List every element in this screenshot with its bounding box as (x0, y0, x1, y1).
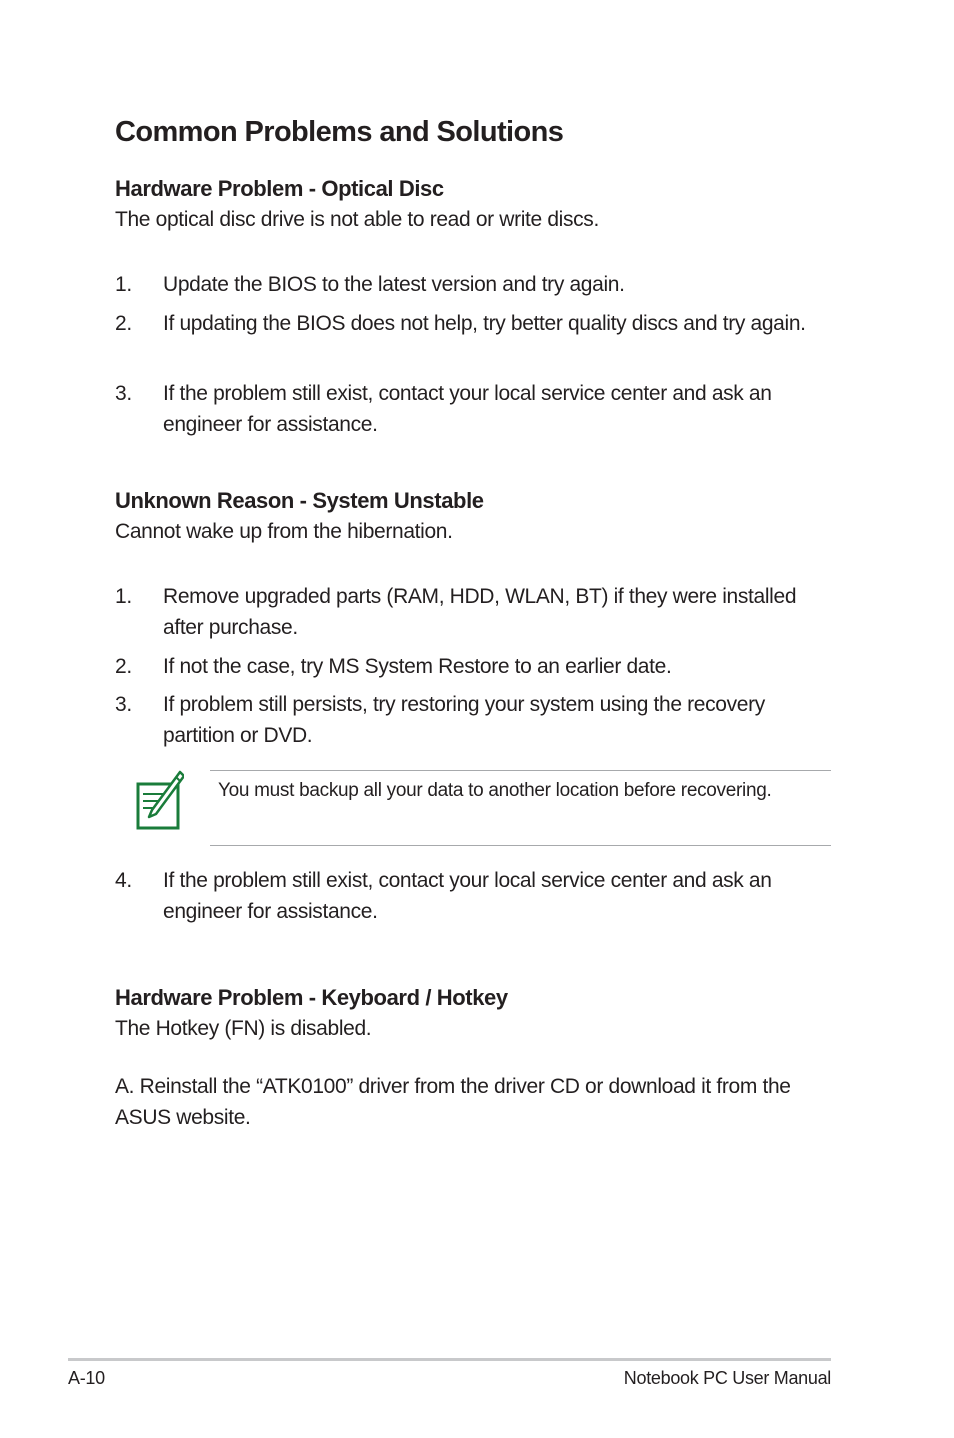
page-number: A-10 (68, 1368, 105, 1388)
note-pencil-icon (134, 770, 184, 832)
list-item-number: 2. (115, 655, 132, 678)
section-heading-system-unstable: Unknown Reason - System Unstable (115, 488, 484, 513)
note-top-divider (210, 770, 831, 771)
list-item-text: If the problem still exist, contact your local service center and ask an engineer for assistance. (163, 869, 772, 923)
list-item-number: 3. (115, 693, 132, 716)
list-item-text: If not the case, try MS System Restore to an earlier date. (163, 655, 672, 678)
list-item-text: Remove upgraded parts (RAM, HDD, WLAN, BT) if they were installed after purchase. (163, 585, 797, 639)
note-bottom-divider (210, 845, 831, 846)
solution-paragraph: A. Reinstall the “ATK0100” driver from the driver CD or download it from the ASUS website. (115, 1075, 791, 1129)
section-heading-optical-disc: Hardware Problem - Optical Disc (115, 176, 444, 201)
list-item-number: 2. (115, 312, 132, 335)
page-title: Common Problems and Solutions (115, 116, 564, 148)
list-item-number: 1. (115, 585, 132, 608)
section-description-system-unstable: Cannot wake up from the hibernation. (115, 520, 453, 543)
footer-divider (68, 1358, 831, 1361)
section-heading-keyboard-hotkey: Hardware Problem - Keyboard / Hotkey (115, 985, 508, 1010)
section-description-keyboard-hotkey: The Hotkey (FN) is disabled. (115, 1017, 372, 1040)
list-item-text: If problem still persists, try restoring your system using the recovery partition or DVD. (163, 693, 765, 747)
list-item-number: 1. (115, 273, 132, 296)
list-item-text: If the problem still exist, contact your local service center and ask an engineer for assistance. (163, 382, 772, 436)
list-item-number: 3. (115, 382, 132, 405)
section-description-optical-disc: The optical disc drive is not able to read or write discs. (115, 208, 599, 231)
list-item-text: Update the BIOS to the latest version and try again. (163, 273, 625, 296)
note-text: You must backup all your data to another location before recovering. (218, 780, 772, 801)
manual-title: Notebook PC User Manual (623, 1368, 831, 1388)
list-item-text: If updating the BIOS does not help, try better quality discs and try again. (163, 312, 806, 335)
list-item-number: 4. (115, 869, 132, 892)
